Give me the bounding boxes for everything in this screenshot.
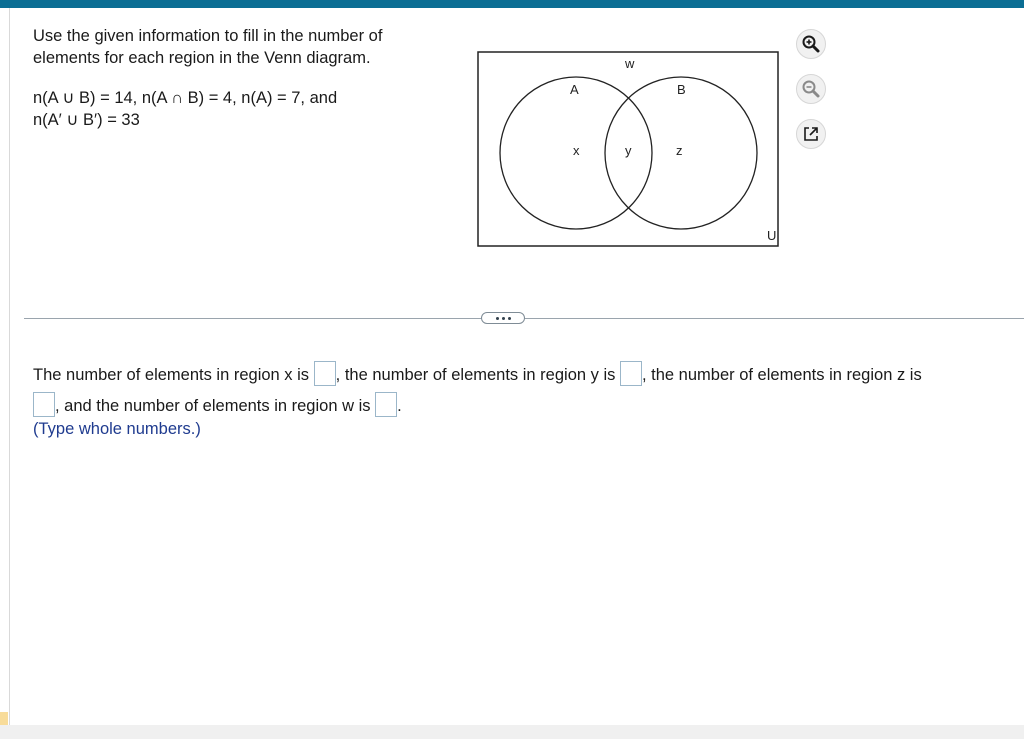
venn-diagram (477, 51, 780, 254)
region-z-input[interactable] (33, 392, 55, 417)
venn-diagram-svg (477, 51, 780, 249)
universal-set-label: U (767, 228, 777, 243)
zoom-in-icon (801, 34, 821, 54)
answer-text-5: . (397, 397, 402, 415)
region-z-label: z (676, 143, 683, 158)
given-info-line-1: n(A ∪ B) = 14, n(A ∩ B) = 4, n(A) = 7, and (33, 89, 338, 107)
answer-text-1: The number of elements in region x is (33, 366, 310, 384)
top-accent-bar (0, 0, 1024, 8)
question-panel (33, 25, 453, 131)
question-instruction: Use the given information to fill in the number of elements for each region in the Venn diagram. (33, 27, 383, 67)
set-a-label: A (570, 82, 579, 97)
region-w-label: w (625, 56, 635, 71)
set-b-label: B (677, 82, 686, 97)
given-info-line-2: n(A′ ∪ B′) = 33 (33, 111, 140, 129)
region-y-input[interactable] (620, 361, 642, 386)
ellipsis-dot-icon (508, 317, 511, 320)
bottom-bar (0, 725, 1024, 739)
answer-hint: (Type whole numbers.) (33, 420, 201, 438)
popout-button[interactable] (796, 119, 826, 149)
zoom-in-button[interactable] (796, 29, 826, 59)
left-border (9, 8, 10, 725)
open-external-icon (802, 125, 820, 143)
region-w-input[interactable] (375, 392, 397, 417)
ellipsis-dot-icon (502, 317, 505, 320)
left-status-marker (0, 712, 8, 725)
region-x-label: x (573, 143, 580, 158)
zoom-out-icon (801, 79, 821, 99)
answer-text-4: , and the number of elements in region w is (55, 397, 371, 415)
ellipsis-dot-icon (496, 317, 499, 320)
answer-text-3: , the number of elements in region z is (641, 366, 922, 384)
region-x-input[interactable] (314, 361, 336, 386)
region-y-label: y (625, 143, 632, 158)
answer-text-2: , the number of elements in region y is (335, 366, 616, 384)
zoom-out-button[interactable] (796, 74, 826, 104)
answer-sentence (33, 360, 1018, 422)
image-tools (796, 29, 832, 164)
expand-more-button[interactable] (481, 312, 525, 324)
